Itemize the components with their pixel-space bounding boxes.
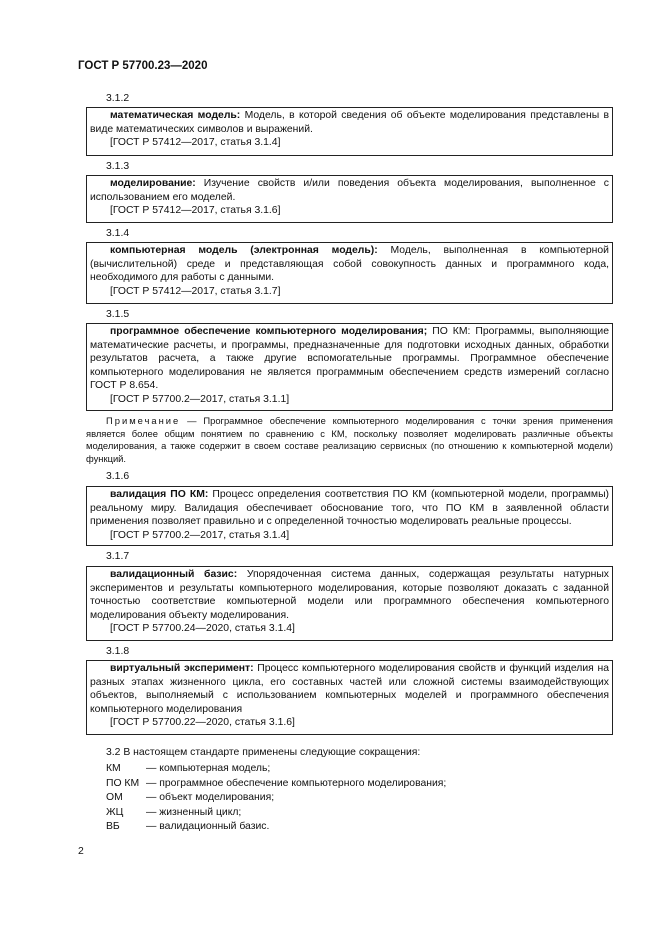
abbreviation-value: — жизненный цикл; <box>146 806 242 818</box>
definition-number: 3.1.6 <box>106 471 130 482</box>
abbreviation-key: ВБ <box>106 821 120 832</box>
definition-box <box>86 566 613 641</box>
definition-term: валидация ПО КМ: <box>110 489 209 500</box>
note <box>86 415 613 465</box>
definition-number: 3.1.3 <box>106 161 130 172</box>
abbreviation-value: — компьютерная модель; <box>146 763 271 774</box>
definition-number: 3.1.5 <box>106 309 130 320</box>
definition-number: 3.1.2 <box>106 93 130 104</box>
definition-box <box>86 175 613 223</box>
definition-box <box>86 323 613 411</box>
list-item <box>106 791 446 806</box>
abbreviation-key: КМ <box>106 763 121 774</box>
definition-text: Модель, в которой сведения об объекте моделирования представлены в виде математических символов и выражений. <box>90 110 610 135</box>
definition-reference: [ГОСТ Р 57700.24—2020, статья 3.1.4] <box>110 623 295 635</box>
document-header: ГОСТ Р 57700.23—2020 <box>78 60 208 72</box>
list-item <box>106 806 446 821</box>
definition-term: валидационный базис: <box>110 569 238 580</box>
definition-term: моделирование: <box>110 178 196 189</box>
definition-reference: [ГОСТ Р 57700.22—2020, статья 3.1.6] <box>110 717 295 729</box>
definition-text: Процесс определения соответствия ПО КМ (компьютерной модели, программы) реальному миру. Валидация обеспечивает обоснование того, что ПО КМ в заявленной области применения позволяет правильно и с определенной точностью моделировать реальные процессы. <box>90 489 609 528</box>
definition-number: 3.1.7 <box>106 551 130 562</box>
definition-reference: [ГОСТ Р 57700.2—2017, статья 3.1.4] <box>110 529 290 541</box>
list-item <box>106 762 446 777</box>
definition-box <box>86 242 613 304</box>
definition-reference: [ГОСТ Р 57412—2017, статья 3.1.4] <box>110 137 281 149</box>
definition-number: 3.1.8 <box>106 646 130 657</box>
definition-text: Упорядоченная система данных, содержащая результаты натурных экспериментов и результаты компьютерного моделирования, которые позволяют доказать с заданной точностью соответствие компьютерной модели или программного обеспечения компьютерного моделирования объекту моделирования. <box>90 569 609 621</box>
definition-text: Изучение свойств и/или поведения объекта моделирования, выполненное с использованием его моделей. <box>90 178 609 203</box>
abbreviation-list <box>106 762 446 835</box>
definition-term: математическая модель: <box>110 110 241 121</box>
page-number: 2 <box>78 846 84 857</box>
definition-box <box>86 107 613 156</box>
definition-box <box>86 660 613 735</box>
definition-term: программное обеспечение компьютерного моделирования; <box>110 326 428 337</box>
list-item <box>106 777 446 792</box>
definition-term: компьютерная модель (электронная модель): <box>110 245 378 256</box>
abbreviation-key: ЖЦ <box>106 806 124 818</box>
definition-number: 3.1.4 <box>106 228 130 239</box>
definition-reference: [ГОСТ Р 57700.2—2017, статья 3.1.1] <box>110 393 290 405</box>
list-item <box>106 820 446 835</box>
definition-box <box>86 486 613 546</box>
note-label: Примечание <box>106 415 181 426</box>
abbreviation-key: ПО КМ <box>106 777 140 789</box>
definition-reference: [ГОСТ Р 57412—2017, статья 3.1.7] <box>110 285 281 297</box>
section-3-2-intro: 3.2 В настоящем стандарте применены следующие сокращения: <box>106 747 421 758</box>
definition-text: Процесс компьютерного моделирования свойств и функций изделия на разных этапах жизненного цикла, его составных частей или сложной системы взаимодействующих объектов, выполняемый с использованием компьютерных моделей и программного обеспечения компьютерного моделирования <box>90 663 609 715</box>
abbreviation-value: — объект моделирования; <box>146 792 275 803</box>
definition-text: Модель, выполненная в компьютерной (вычислительной) среде и представляющая собой совокупность данных и программного кода, необходимого для работы с данными. <box>90 245 609 284</box>
definition-reference: [ГОСТ Р 57412—2017, статья 3.1.6] <box>110 205 281 217</box>
abbreviation-value: — программное обеспечение компьютерного моделирования; <box>146 777 447 789</box>
note-text: — Программное обеспечение компьютерного моделирования с точки зрения применения является более общим понятием по сравнению с КМ, поскольку позволяет моделировать различные объекты моделирования, а также содержит в своем составе реализацию сервисных (по отношению к компьютерной модели) функций. <box>86 415 613 464</box>
abbreviation-value: — валидационный базис. <box>146 821 270 832</box>
definition-term: виртуальный эксперимент: <box>110 663 254 674</box>
abbreviation-key: ОМ <box>106 792 123 803</box>
definition-text: ПО КМ: Программы, выполняющие математические расчеты, и программы, предназначенные для подготовки исходных данных, обработки результатов расчета, а также другие вспомогательные программы. Программное обеспечение компьютерного моделирования не является программным обеспечением средств измерений согласно ГОСТ Р 8.654. <box>90 326 609 392</box>
